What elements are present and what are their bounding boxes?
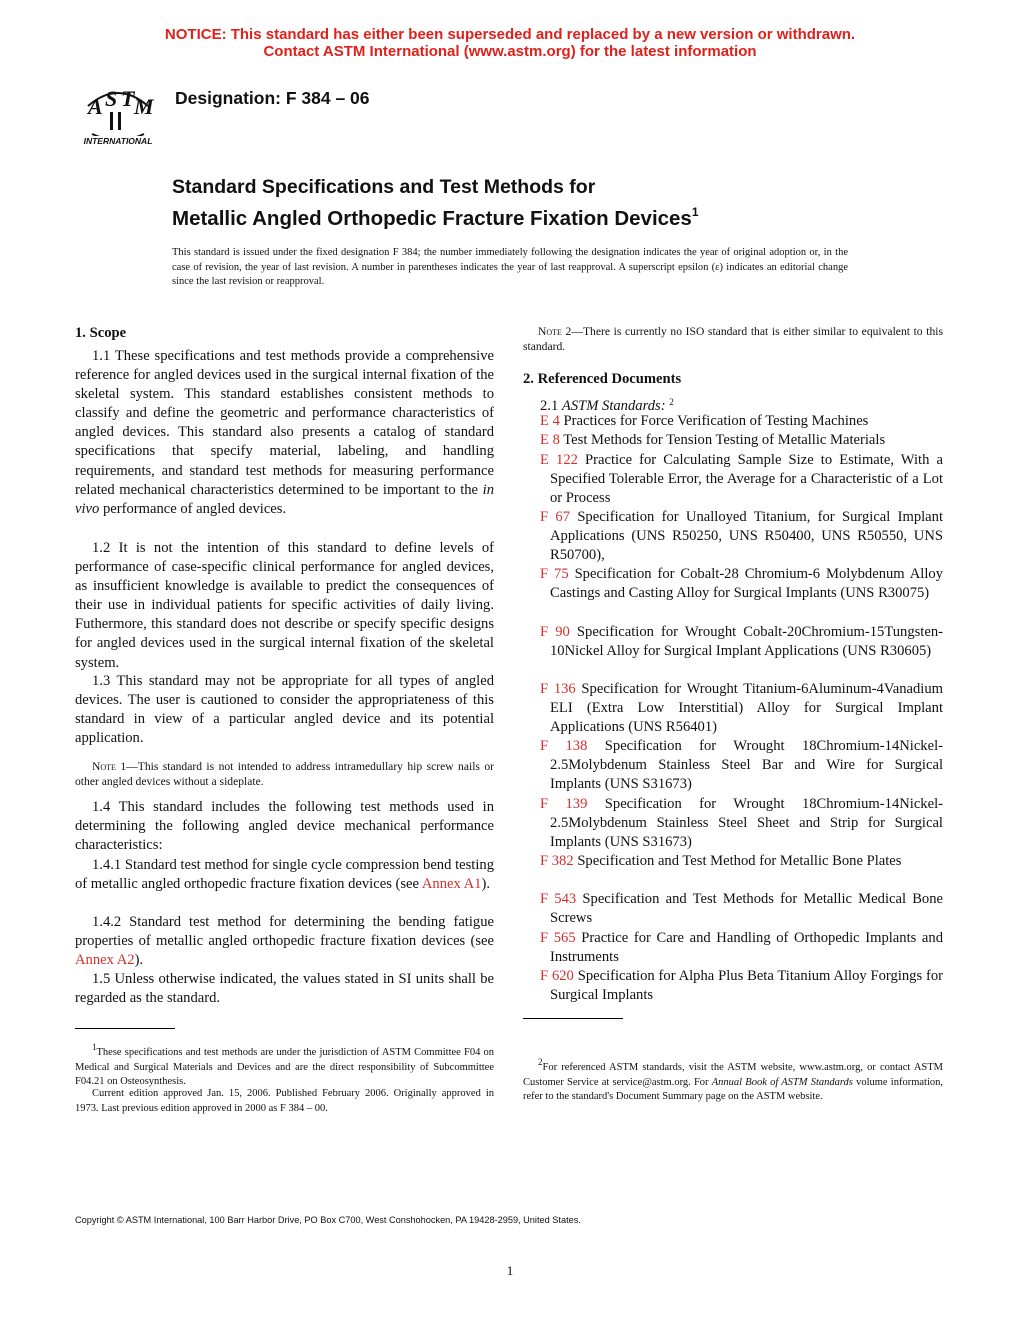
reference-code-link[interactable]: E 4 <box>540 413 560 429</box>
footnote-rule-left <box>75 1028 175 1029</box>
page-number: 1 <box>506 1263 514 1278</box>
footnote-1-edition: Current edition approved Jan. 15, 2006. Published February 2006. Originally approved in 1973. Last previous edition approved in 2000 as F 384 – 00. <box>75 1088 494 1114</box>
document-title <box>172 175 699 231</box>
reference-code-link[interactable]: F 543 <box>540 891 577 907</box>
section-2-1-number: 2.1 <box>540 398 559 414</box>
reference-item <box>540 431 943 450</box>
paragraph-1-3: 1.3 This standard may not be appropriate for all types of angled devices. The user is cautioned to consider the appropriateness of this standard in view of a particular angled device and its potential application. <box>75 673 494 747</box>
reference-text <box>540 795 943 852</box>
reference-code-link[interactable]: F 620 <box>540 968 574 984</box>
reference-item <box>540 565 943 603</box>
reference-item <box>540 852 943 871</box>
p1-4-2-end: ). <box>134 952 144 969</box>
paragraph-1-4: 1.4 This standard includes the following test methods used in determining the following angled device mechanical performance characteristics: <box>75 799 494 854</box>
footnote-1-text: These specifications and test methods are under the jurisdiction of ASTM Committee F04 on Medical and Surgical Materials and Devices and are the direct responsibility of Subcommittee F04.21 on Osteosynthesis. <box>75 1047 494 1088</box>
p1-1-italic: in vivo <box>75 481 494 517</box>
title-line-2: Metallic Angled Orthopedic Fracture Fixation Devices <box>172 207 692 230</box>
note-2-label: Note 2 <box>538 325 572 338</box>
p1-4-1-end: ). <box>481 876 490 893</box>
p1-4-2-text: 1.4.2 Standard test method for determining the bending fatigue properties of metallic angled orthopedic fracture fixation devices (see <box>75 914 494 950</box>
reference-text <box>540 508 943 565</box>
reference-title: Test Methods for Tension Testing of Metallic Materials <box>563 432 886 448</box>
p1-1-end: performance of angled devices. <box>102 500 287 517</box>
reference-title: Practice for Care and Handling of Orthopedic Implants and Instruments <box>550 930 943 966</box>
reference-code-link[interactable]: F 90 <box>540 624 570 640</box>
reference-title: Specification for Wrought Titanium-6Aluminum-4Vanadium ELI (Extra Low Interstitial) Alloy for Surgical Implant Applications (UNS R56401) <box>550 681 944 736</box>
paragraph-1-4-2 <box>75 913 494 970</box>
logo-text: INTERNATIONAL <box>83 136 153 146</box>
reference-title: Specification for Wrought 18Chromium-14Nickel-2.5Molybdenum Stainless Steel Sheet and Strip for Surgical Implants (UNS S31673) <box>550 796 943 851</box>
footnote-2-text: For referenced ASTM standards, visit the ASTM website, www.astm.org, or contact ASTM Customer Service at service@astm.org. For <box>523 1062 943 1088</box>
reference-item <box>540 451 943 508</box>
footnote-1-mark: 1 <box>92 1042 97 1052</box>
reference-text <box>540 565 943 603</box>
note-2 <box>523 324 943 355</box>
footnote-rule-right <box>523 1018 623 1019</box>
note-1 <box>75 759 494 790</box>
reference-item <box>540 412 943 431</box>
reference-item <box>540 737 943 794</box>
reference-item <box>540 890 943 928</box>
footnote-2 <box>523 1055 943 1105</box>
note-1-label: Note 1 <box>92 760 127 773</box>
referenced-documents-heading: 2. Referenced Documents <box>523 371 682 387</box>
reference-title: Specification for Alpha Plus Beta Titanium Alloy Forgings for Surgical Implants <box>550 968 944 1004</box>
svg-text:M: M <box>134 94 154 119</box>
reference-title: Specification for Wrought 18Chromium-14Nickel-2.5Molybdenum Stainless Steel Bar and Wire for Surgical Implants (UNS S31673) <box>550 738 943 793</box>
footnote-2-end: volume information, refer to the standard's Document Summary page on the ASTM website. <box>523 1076 943 1103</box>
note-1-text: —This standard is not intended to address intramedullary hip screw nails or other angled devices without a sideplate. <box>75 760 495 789</box>
p1-4-1-text: 1.4.1 Standard test method for single cycle compression bend testing of metallic angled orthopedic fracture fixation devices (see <box>75 857 494 893</box>
reference-code-link[interactable]: E 8 <box>540 432 560 448</box>
issue-note: This standard is issued under the fixed designation F 384; the number immediately following the designation indicates the year of original adoption or, in the case of revision, the year of last revision. A number in parentheses indicates the year of last reapproval. A superscript epsilon (ε) indicates an editorial change since the last revision or reapproval. <box>172 247 848 288</box>
footnote-2-italic: Annual Book of ASTM Standards <box>711 1076 853 1088</box>
paragraph-1-5: 1.5 Unless otherwise indicated, the values stated in SI units shall be regarded as the standard. <box>75 971 494 1007</box>
reference-title: Specification for Wrought Cobalt-20Chromium-15Tungsten-10Nickel Alloy for Surgical Implant Applications (UNS R30605) <box>550 624 943 660</box>
reference-text <box>540 929 943 967</box>
reference-code-link[interactable]: F 565 <box>540 930 576 946</box>
svg-text:A: A <box>88 94 103 119</box>
annex-a2-link[interactable]: Annex A2 <box>75 952 135 969</box>
p1-1-text: 1.1 These specifications and test methods provide a comprehensive reference for angled devices used in the surgical internal fixation of the skeletal system. This standard establishes consistent methods to classify and define the geometric and performance characteristics of angled devices. This standard also presents a catalog of standard specifications that specify material, labeling, and handling requirements, and standard test methods for measuring performance related mechanical characteristics determined to be important to the <box>75 348 494 498</box>
svg-text:T: T <box>121 86 135 111</box>
reference-code-link[interactable]: F 67 <box>540 509 571 525</box>
reference-title: Practice for Calculating Sample Size to Estimate, With a Specified Tolerable Error, the Average for a Characteristic of a Lot or Process <box>550 452 943 507</box>
reference-title: Specification and Test Methods for Metallic Medical Bone Screws <box>550 891 943 927</box>
reference-item <box>540 623 943 661</box>
footnote-1 <box>75 1040 494 1090</box>
reference-text <box>540 967 943 1005</box>
paragraph-1-2: 1.2 It is not the intention of this standard to define levels of performance of case-specific clinical performance for angled devices, as insufficient knowledge is available to predict the consequences of their use in individual patients for specific activities of daily living. Futhermore, this standard does not describe or specify specific designs for angled devices used in the surgical internal fixation of the skeletal system. <box>75 540 494 671</box>
notice-line-1: NOTICE: This standard has either been superseded and replaced by a new version or withdrawn. <box>164 26 856 43</box>
footnote-2-ref: 2 <box>669 397 674 407</box>
astm-international-logo <box>74 76 162 152</box>
astm-standards-label: ASTM Standards: <box>561 398 666 414</box>
reference-item <box>540 967 943 1005</box>
reference-item <box>540 929 943 967</box>
reference-code-link[interactable]: F 75 <box>540 566 569 582</box>
reference-text <box>540 412 943 431</box>
reference-text <box>540 737 943 794</box>
reference-text <box>540 680 943 737</box>
svg-text:S: S <box>105 86 118 111</box>
reference-text <box>540 451 943 508</box>
notice-line-2: Contact ASTM International (www.astm.org) for the latest information <box>263 43 757 60</box>
reference-code-link[interactable]: F 138 <box>540 738 588 754</box>
footnote-2-mark: 2 <box>538 1057 543 1067</box>
reference-text <box>540 431 943 450</box>
reference-text <box>540 852 943 871</box>
reference-title: Practices for Force Verification of Testing Machines <box>563 413 869 429</box>
reference-code-link[interactable]: F 136 <box>540 681 576 697</box>
reference-item <box>540 508 943 565</box>
reference-code-link[interactable]: F 139 <box>540 796 588 812</box>
withdrawal-notice <box>0 26 1020 60</box>
designation: Designation: F 384 – 06 <box>175 88 370 108</box>
reference-text <box>540 890 943 928</box>
scope-heading: 1. Scope <box>75 325 127 341</box>
reference-item <box>540 795 943 852</box>
reference-code-link[interactable]: E 122 <box>540 452 578 468</box>
annex-a1-link[interactable]: Annex A1 <box>421 876 482 893</box>
paragraph-1-4-1 <box>75 856 494 894</box>
copyright-line: Copyright © ASTM International, 100 Barr Harbor Drive, PO Box C700, West Conshohocken, PA 19428-2959, United States. <box>75 1215 581 1225</box>
note-2-text: —There is currently no ISO standard that is either similar to equivalent to this standard. <box>523 325 943 354</box>
reference-title: Specification for Unalloyed Titanium, for Surgical Implant Applications (UNS R50250, UNS R50400, UNS R50550, UNS R50700), <box>550 509 944 564</box>
reference-title: Specification and Test Method for Metallic Bone Plates <box>577 853 902 869</box>
reference-title: Specification for Cobalt-28 Chromium-6 Molybdenum Alloy Castings and Casting Alloy for Surgical Implants (UNS R30075) <box>550 566 943 602</box>
title-line-1: Standard Specifications and Test Methods for <box>172 176 596 198</box>
reference-text <box>540 623 943 661</box>
paragraph-1-1 <box>75 347 494 519</box>
title-footnote-mark: 1 <box>691 205 699 219</box>
reference-item <box>540 680 943 737</box>
reference-code-link[interactable]: F 382 <box>540 853 574 869</box>
